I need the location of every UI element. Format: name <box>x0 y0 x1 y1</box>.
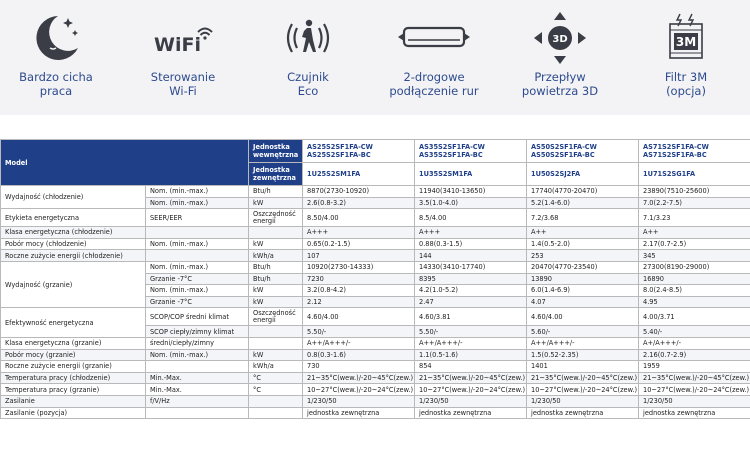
table-row <box>1 395 750 407</box>
row-sub-label: Nom. (min.-max.) <box>146 238 249 250</box>
row-value: A++ <box>639 227 750 239</box>
feature-label: Sterowanie Wi-Fi <box>150 70 216 98</box>
table-row <box>1 250 750 262</box>
row-label: Zasilanie (pozycja) <box>1 407 146 419</box>
table-row <box>1 261 750 273</box>
filter-3m-icon <box>630 10 742 66</box>
row-unit: Btu/h <box>249 186 303 198</box>
row-value: 730 <box>303 361 415 373</box>
row-unit: Oszczędność energii <box>249 308 303 326</box>
row-value: 10920(2730-14333) <box>303 261 415 273</box>
row-sub-label <box>146 250 249 262</box>
row-value: 854 <box>415 361 527 373</box>
row-value: 13890 <box>527 273 639 285</box>
wifi-icon <box>127 10 239 66</box>
row-value: 4.60/3.81 <box>415 308 527 326</box>
row-value: 1/230/50 <box>639 395 750 407</box>
spec-table <box>0 139 750 419</box>
row-value: A++/A+++/- <box>527 337 639 349</box>
row-value: 107 <box>303 250 415 262</box>
row-unit: °C <box>249 384 303 396</box>
feature-label: Czujnik Eco <box>287 70 329 98</box>
row-unit: kW <box>249 296 303 308</box>
row-sub-label: średni/ciepły/zimny <box>146 337 249 349</box>
row-value: 345 <box>639 250 750 262</box>
row-value: 10~27°C(wew.)/-20~24°C(zew.) <box>639 384 750 396</box>
feature-label: Bardzo cicha praca <box>19 70 93 98</box>
row-value: A+/A+++/- <box>639 337 750 349</box>
row-sub-label: Nom. (min.-max.) <box>146 349 249 361</box>
row-value: 4.95 <box>639 296 750 308</box>
row-value: 8.0(2.4-8.5) <box>639 285 750 297</box>
table-row <box>1 186 750 198</box>
row-value: 21~35°C(wew.)/-20~45°C(zew.) <box>527 372 639 384</box>
row-sub-label: Nom. (min.-max.) <box>146 197 249 209</box>
row-value: 3.5(1.0-4.0) <box>415 197 527 209</box>
feature-silent <box>0 0 112 115</box>
model-header: Model <box>1 140 249 186</box>
row-value: 17740(4770-20470) <box>527 186 639 198</box>
row-label: Temperatura pracy (grzanie) <box>1 384 146 396</box>
row-value: jednostka zewnętrzna <box>303 407 415 419</box>
row-value: 27300(8190-29000) <box>639 261 750 273</box>
row-value: 5.2(1.4-6.0) <box>527 197 639 209</box>
feature-label: Filtr 3M (opcja) <box>664 70 708 98</box>
row-value: 2.12 <box>303 296 415 308</box>
table-row <box>1 384 750 396</box>
row-value: 7.2/3.68 <box>527 209 639 227</box>
feature-label: Przepływ powietrza 3D <box>521 70 599 98</box>
row-unit <box>249 227 303 239</box>
row-value: A+++ <box>415 227 527 239</box>
row-value: 5.60/- <box>527 326 639 338</box>
row-sub-label: SCOP/COP średni klimat <box>146 308 249 326</box>
row-value: 144 <box>415 250 527 262</box>
row-label: Wydajność (grzanie) <box>1 261 146 307</box>
table-row <box>1 407 750 419</box>
row-value: 2.17(0.7-2.5) <box>639 238 750 250</box>
row-sub-label: Min.-Max. <box>146 384 249 396</box>
row-label: Wydajność (chłodzenie) <box>1 186 146 209</box>
row-value: 4.60/4.00 <box>527 308 639 326</box>
row-value: A+++ <box>303 227 415 239</box>
row-value: A++/A+++/- <box>415 337 527 349</box>
row-value: 1.5(0.52-2.35) <box>527 349 639 361</box>
row-value: 1.1(0.5-1.6) <box>415 349 527 361</box>
table-row <box>1 361 750 373</box>
table-row <box>1 349 750 361</box>
table-row <box>1 209 750 227</box>
row-sub-label: Nom. (min.-max.) <box>146 186 249 198</box>
row-sub-label: Grzanie -7°C <box>146 296 249 308</box>
row-unit <box>249 407 303 419</box>
row-value: 4.2(1.0-5.2) <box>415 285 527 297</box>
indoor-model: AS35S2SF1FA-CW AS35S2SF1FA-BC <box>415 140 527 163</box>
row-sub-label: f/V/Hz <box>146 395 249 407</box>
row-value: 2.47 <box>415 296 527 308</box>
row-unit: kWh/a <box>249 361 303 373</box>
row-sub-label <box>146 227 249 239</box>
row-sub-label: SEER/EER <box>146 209 249 227</box>
row-unit: Btu/h <box>249 273 303 285</box>
row-unit: Btu/h <box>249 261 303 273</box>
row-unit: kWh/a <box>249 250 303 262</box>
row-value: 1/230/50 <box>303 395 415 407</box>
row-value: 5.50/- <box>415 326 527 338</box>
row-value: 20470(4770-23540) <box>527 261 639 273</box>
airflow-3d-icon-text: 3D <box>552 34 568 45</box>
row-value: 2.16(0.7-2.9) <box>639 349 750 361</box>
row-value: 2.6(0.8-3.2) <box>303 197 415 209</box>
row-label: Roczne zużycie energii (grzanie) <box>1 361 146 373</box>
row-value: 4.00/3.71 <box>639 308 750 326</box>
wifi-icon-text: WiFi <box>154 34 201 56</box>
row-value: A++ <box>527 227 639 239</box>
row-value: 7.1/3.23 <box>639 209 750 227</box>
row-sub-label: Min.-Max. <box>146 372 249 384</box>
row-label: Pobór mocy (chłodzenie) <box>1 238 146 250</box>
feature-eco-sensor <box>252 0 364 115</box>
moon-icon <box>0 10 112 66</box>
row-sub-label <box>146 361 249 373</box>
row-unit: kW <box>249 349 303 361</box>
row-value: 0.88(0.3-1.5) <box>415 238 527 250</box>
row-unit: kW <box>249 197 303 209</box>
table-row <box>1 227 750 239</box>
row-value: 4.07 <box>527 296 639 308</box>
indoor-model: AS50S2SF1FA-CW AS50S2SF1FA-BC <box>527 140 639 163</box>
row-label: Temperatura pracy (chłodzenie) <box>1 372 146 384</box>
row-sub-label <box>146 407 249 419</box>
indoor-model: AS71S2SF1FA-CW AS71S2SF1FA-BC <box>639 140 750 163</box>
row-value: 21~35°C(wew.)/-20~45°C(zew.) <box>415 372 527 384</box>
row-value: 6.0(1.4-6.9) <box>527 285 639 297</box>
table-row <box>1 372 750 384</box>
row-value: 10~27°C(wew.)/-20~24°C(zew.) <box>527 384 639 396</box>
row-sub-label: Grzanie -7°C <box>146 273 249 285</box>
row-value: 0.65(0.2-1.5) <box>303 238 415 250</box>
row-value: 10~27°C(wew.)/-20~24°C(zew.) <box>303 384 415 396</box>
outdoor-model: 1U71S2SG1FA <box>639 163 750 186</box>
row-value: 1/230/50 <box>415 395 527 407</box>
row-label: Roczne zużycie energii (chłodzenie) <box>1 250 146 262</box>
indoor-model: AS25S2SF1FA-CW AS25S2SF1FA-BC <box>303 140 415 163</box>
row-sub-label: SCOP ciepły/zimny klimat <box>146 326 249 338</box>
row-value: jednostka zewnętrzna <box>639 407 750 419</box>
row-value: jednostka zewnętrzna <box>527 407 639 419</box>
feature-pipes <box>378 0 490 115</box>
feature-wifi <box>127 0 239 115</box>
features-strip <box>0 0 750 115</box>
row-value: 3.2(0.8-4.2) <box>303 285 415 297</box>
indoor-unit-header: Jednostka wewnętrzna <box>249 140 303 163</box>
row-value: 0.8(0.3-1.6) <box>303 349 415 361</box>
table-header-indoor <box>1 140 750 163</box>
row-value: 14330(3410-17740) <box>415 261 527 273</box>
row-unit: °C <box>249 372 303 384</box>
airflow-3d-icon <box>504 10 616 66</box>
row-value: jednostka zewnętrzna <box>415 407 527 419</box>
row-value: 11940(3410-13650) <box>415 186 527 198</box>
outdoor-model: 1U35S2SM1FA <box>415 163 527 186</box>
row-value: 7.0(2.2-7.5) <box>639 197 750 209</box>
outdoor-model: 1U50S2SJ2FA <box>527 163 639 186</box>
row-value: 23890(7510-25600) <box>639 186 750 198</box>
row-sub-label: Nom. (min.-max.) <box>146 285 249 297</box>
row-value: A++/A+++/- <box>303 337 415 349</box>
row-value: 8.50/4.00 <box>303 209 415 227</box>
row-value: 8.5/4.00 <box>415 209 527 227</box>
row-label: Efektywność energetyczna <box>1 308 146 338</box>
table-row <box>1 238 750 250</box>
table-row <box>1 337 750 349</box>
filter-3m-icon-text: 3M <box>675 35 697 49</box>
row-value: 1959 <box>639 361 750 373</box>
row-value: 4.60/4.00 <box>303 308 415 326</box>
feature-filter-3m <box>630 0 742 115</box>
row-value: 8395 <box>415 273 527 285</box>
row-value: 1/230/50 <box>527 395 639 407</box>
row-unit <box>249 395 303 407</box>
row-label: Etykieta energetyczna <box>1 209 146 227</box>
row-value: 10~27°C(wew.)/-20~24°C(zew.) <box>415 384 527 396</box>
row-value: 16890 <box>639 273 750 285</box>
row-label: Klasa energetyczna (grzanie) <box>1 337 146 349</box>
row-unit <box>249 326 303 338</box>
row-value: 5.40/- <box>639 326 750 338</box>
row-value: 21~35°C(wew.)/-20~45°C(zew.) <box>303 372 415 384</box>
motion-sensor-icon <box>252 10 364 66</box>
row-value: 21~35°C(wew.)/-20~45°C(zew.) <box>639 372 750 384</box>
row-label: Klasa energetyczna (chłodzenie) <box>1 227 146 239</box>
outdoor-model: 1U25S2SM1FA <box>303 163 415 186</box>
row-unit: kW <box>249 238 303 250</box>
row-unit: kW <box>249 285 303 297</box>
spec-table-wrapper <box>0 139 750 469</box>
row-label: Zasilanie <box>1 395 146 407</box>
feature-airflow-3d <box>504 0 616 115</box>
row-value: 253 <box>527 250 639 262</box>
row-value: 8870(2730-10920) <box>303 186 415 198</box>
row-unit <box>249 337 303 349</box>
row-sub-label: Nom. (min.-max.) <box>146 261 249 273</box>
pipe-connection-icon <box>378 10 490 66</box>
row-value: 5.50/- <box>303 326 415 338</box>
row-value: 7230 <box>303 273 415 285</box>
row-value: 1.4(0.5-2.0) <box>527 238 639 250</box>
row-unit: Oszczędność energii <box>249 209 303 227</box>
table-row <box>1 308 750 326</box>
row-label: Pobór mocy (grzanie) <box>1 349 146 361</box>
row-value: 1401 <box>527 361 639 373</box>
outdoor-unit-header: Jednostka zewnętrzna <box>249 163 303 186</box>
feature-label: 2-drogowe podłączenie rur <box>389 70 479 98</box>
